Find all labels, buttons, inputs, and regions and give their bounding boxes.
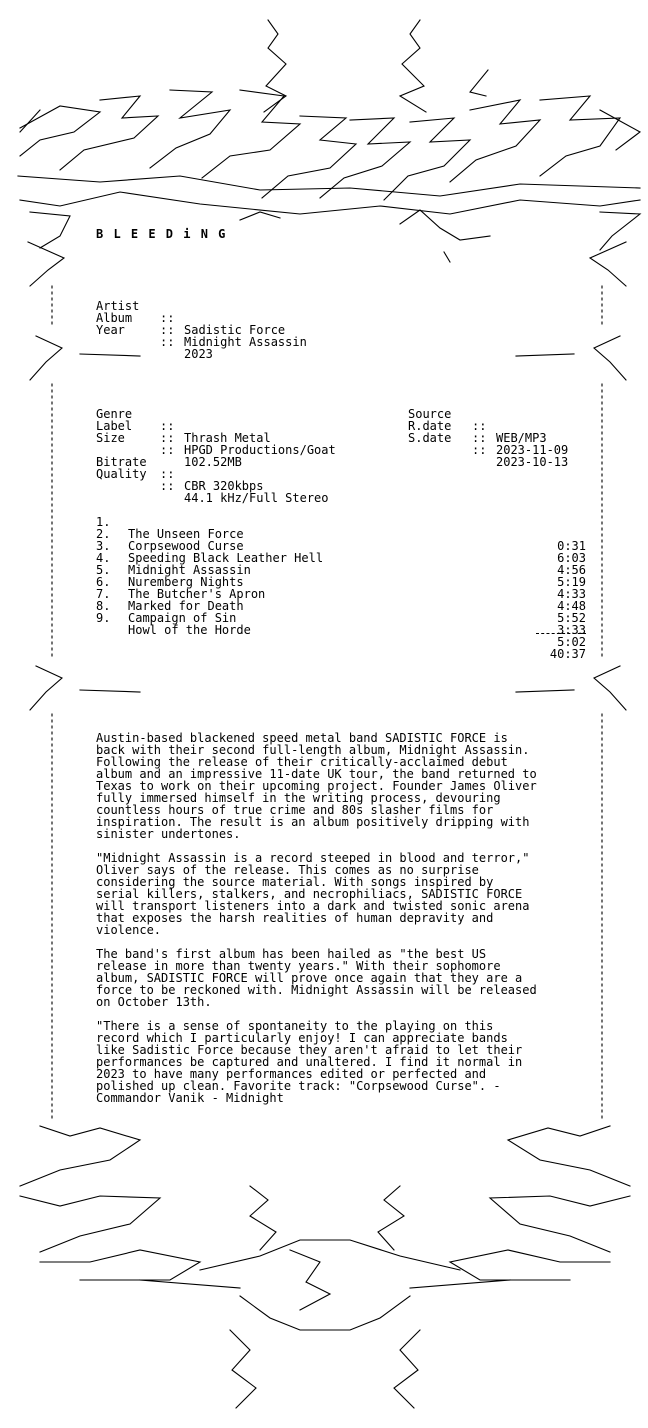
bitrate-separator: ::	[160, 467, 175, 481]
track-number: 6.	[96, 575, 111, 589]
track-duration: 0:31	[557, 539, 586, 553]
track-title: Speeding Black Leather Hell	[128, 551, 324, 565]
quality-value: 44.1 kHz/Full Stereo	[184, 491, 329, 505]
track-number: 2.	[96, 527, 111, 541]
genre-label: Genre	[96, 407, 133, 421]
track-number: 4.	[96, 551, 111, 565]
track-title: The Butcher's Apron	[128, 587, 266, 601]
description-paragraph: "Midnight Assassin is a record steeped in blood and terror," Oliver says of the release. This comes as no surprise considering the source material. With songs inspired by serial killers, stalkers, and necrophiliacs, SADISTIC FORCE will transport listeners into a dark and twisted sonic arena that exposes the harsh realities of human depravity and violence.	[96, 851, 530, 937]
rdate-value: 2023-11-09	[496, 443, 569, 457]
genre-separator: ::	[160, 419, 175, 433]
release-description	[96, 732, 588, 1116]
label-label: Label	[96, 419, 133, 433]
description-paragraph: The band's first album has been hailed as "the best US release in more than twenty years." With their sophomore album, SADISTIC FORCE will prove once again that they are a force to be reckoned with. Midnight Assassin will be released on October 13th.	[96, 947, 537, 1009]
track-title: Campaign of Sin	[128, 611, 237, 625]
album-value: Midnight Assassin	[184, 335, 307, 349]
genre-value: Thrash Metal	[184, 431, 271, 445]
size-label: Size	[96, 431, 125, 445]
track-duration: 5:19	[557, 575, 586, 589]
track-number: 3.	[96, 539, 111, 553]
description-paragraph: "There is a sense of spontaneity to the playing on this record which I particularly enjoy! I can appreciate bands like Sadistic Force because they aren't afraid to let their performances be captured and unaltered. I find it normal in 2023 to have many performances edited or perfected and polished up clean. Favorite track: "Corpsewood Curse". - Commandor Vanik - Midnight	[96, 1019, 523, 1105]
track-title: Midnight Assassin	[128, 563, 251, 577]
quality-separator: ::	[160, 479, 175, 493]
bleeding-logo-art	[18, 20, 640, 262]
track-title: Nuremberg Nights	[128, 575, 244, 589]
track-duration: 5:02	[557, 635, 586, 649]
size-separator: ::	[160, 443, 175, 457]
track-duration: 3:33	[557, 623, 586, 637]
track-number: 8.	[96, 599, 111, 613]
year-label: Year	[96, 323, 125, 337]
track-number: 7.	[96, 587, 111, 601]
sdate-label: S.date	[408, 431, 452, 445]
rdate-label: R.date	[408, 419, 452, 433]
source-separator: ::	[472, 419, 487, 433]
album-label: Album	[96, 311, 133, 325]
track-title: Marked for Death	[128, 599, 244, 613]
bitrate-label: Bitrate	[96, 455, 147, 469]
size-value: 102.52MB	[184, 455, 242, 469]
track-title: The Unseen Force	[128, 527, 244, 541]
bitrate-value: CBR 320kbps	[184, 479, 264, 493]
rdate-separator: ::	[472, 431, 487, 445]
track-duration: 4:33	[557, 587, 586, 601]
release-title: B L E E D i N G	[96, 227, 227, 241]
track-number: 5.	[96, 563, 111, 577]
track-number: 9.	[96, 611, 111, 625]
artist-separator: ::	[160, 311, 175, 325]
track-title: Howl of the Horde	[128, 623, 251, 637]
year-value: 2023	[184, 347, 213, 361]
sdate-value: 2023-10-13	[496, 455, 569, 469]
total-divider	[536, 633, 586, 634]
description-paragraph: Austin-based blackened speed metal band SADISTIC FORCE is back with their second full-length album, Midnight Assassin. Following the release of their critically-acclaimed debut album and an impressive 11-date UK tour, the band returned to Texas to work on their upcoming project. Founder James Oliver fully immersed himself in the writing process, devouring countless hours of true crime and 80s slasher films for inspiration. The result is an album positively dripping with sinister undertones.	[96, 731, 537, 841]
track-title: Corpsewood Curse	[128, 539, 244, 553]
artist-label: Artist	[96, 299, 140, 313]
artist-value: Sadistic Force	[184, 323, 286, 337]
label-separator: ::	[160, 431, 175, 445]
thorn-ornament-art	[20, 1126, 630, 1408]
album-separator: ::	[160, 323, 175, 337]
track-number: 1.	[96, 515, 111, 529]
track-duration: 5:52	[557, 611, 586, 625]
total-duration: 40:37	[549, 647, 586, 661]
track-duration: 4:56	[557, 563, 586, 577]
source-label: Source	[408, 407, 452, 421]
year-separator: ::	[160, 335, 175, 349]
quality-label: Quality	[96, 467, 147, 481]
track-duration: 6:03	[557, 551, 586, 565]
label-value: HPGD Productions/Goat	[184, 443, 336, 457]
sdate-separator: ::	[472, 443, 487, 457]
track-duration: 4:48	[557, 599, 586, 613]
source-value: WEB/MP3	[496, 431, 547, 445]
